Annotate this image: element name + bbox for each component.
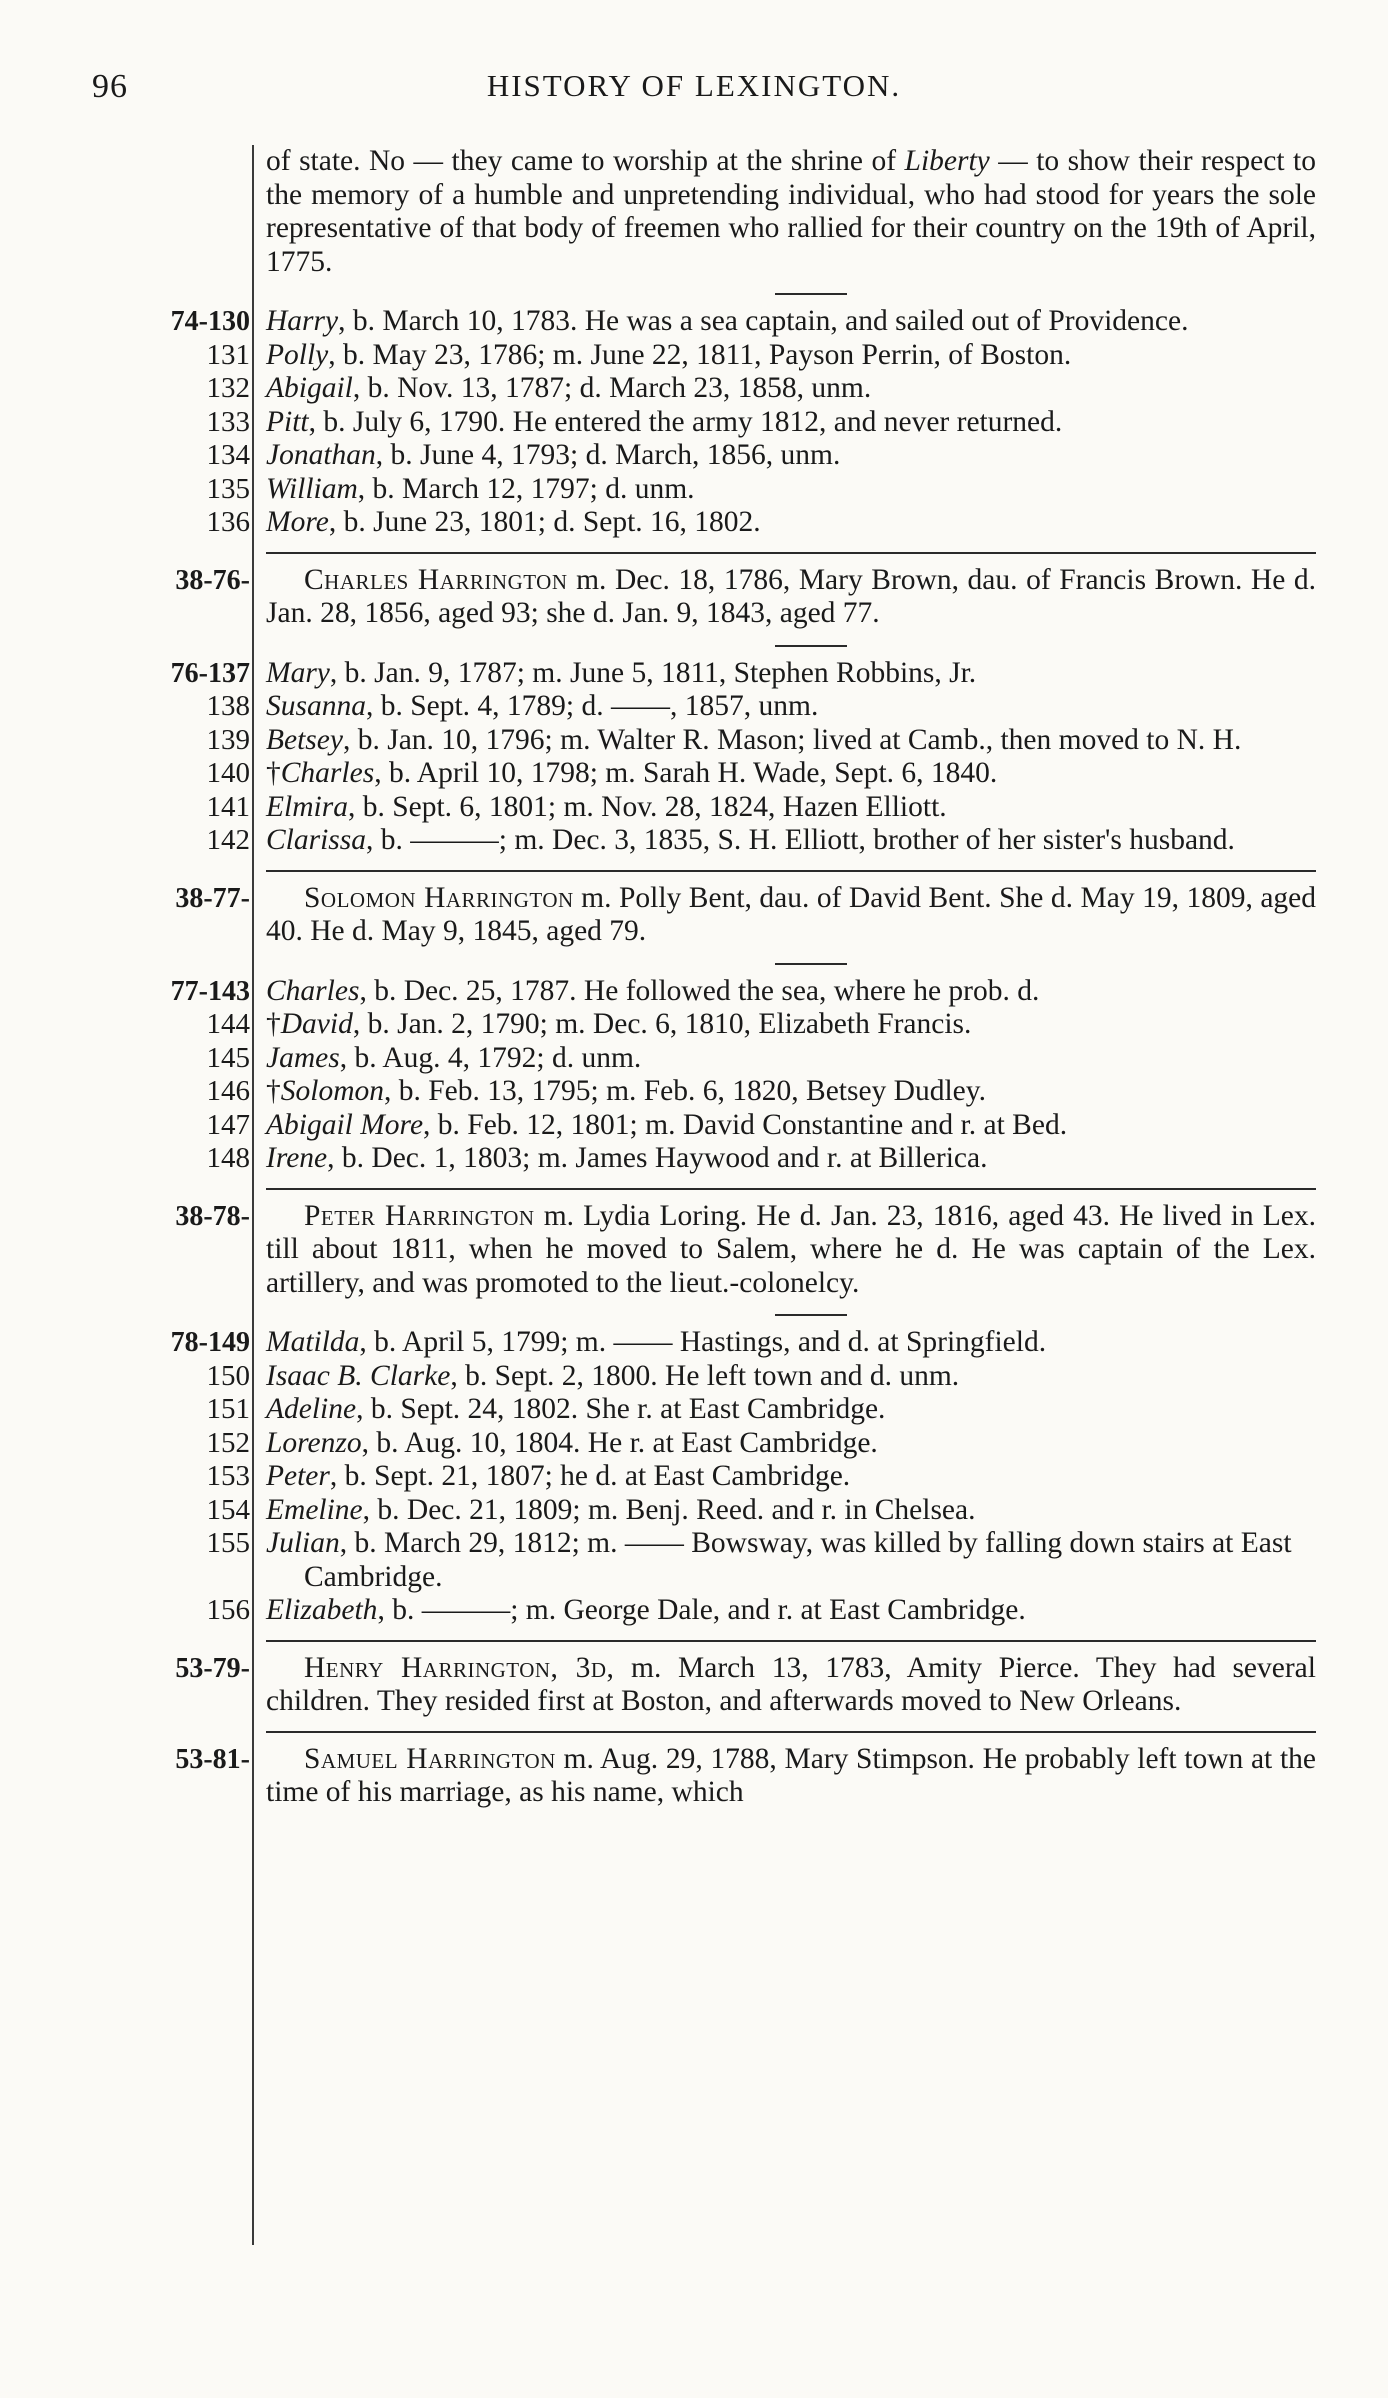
family-body (266, 1200, 1316, 1301)
entry-text (266, 1494, 1316, 1528)
genealogy-entries (0, 145, 1388, 1810)
entry-text (266, 724, 1316, 758)
family-body (266, 1652, 1316, 1719)
child-entry (0, 724, 1388, 758)
entry-text (266, 824, 1316, 858)
dagger-mark: † (266, 1008, 281, 1040)
entry-body (266, 1109, 1316, 1143)
entry-reference: 140 (206, 757, 250, 789)
child-details: , b. Sept. 21, 1807; he d. at East Cambridge. (329, 1460, 851, 1492)
child-details: , b. Aug. 10, 1804. He r. at East Cambridge. (361, 1426, 878, 1459)
entry-reference: 156 (206, 1594, 250, 1626)
entry-body (266, 1494, 1316, 1528)
family-entry (0, 1200, 1388, 1301)
entry-body (266, 975, 1316, 1009)
family-body (266, 882, 1316, 949)
entry-text (266, 305, 1316, 339)
entry-reference: 131 (206, 338, 250, 371)
entry-text (266, 1594, 1316, 1628)
separator (266, 963, 1316, 965)
separator (266, 293, 1316, 295)
entry-reference: 141 (206, 790, 250, 823)
short-rule (775, 1314, 847, 1316)
family-details: m. Dec. 18, 1786, Mary Brown, dau. of Francis Brown. He d. Jan. 28, 1856, aged 93; she d. Jan. 9, 1843, aged 77. (266, 563, 1316, 629)
child-entry (0, 506, 1388, 540)
entry-text (266, 1142, 1316, 1176)
running-head (0, 68, 1388, 108)
entry-reference: 135 (206, 472, 250, 505)
child-entry (0, 1142, 1388, 1176)
entry-reference: 139 (206, 723, 250, 756)
entry-body (266, 1042, 1316, 1076)
child-name: Irene (266, 1142, 328, 1174)
family-text (266, 564, 1316, 631)
entry-reference: 144 (206, 1008, 250, 1040)
entry-body (266, 406, 1316, 440)
entry-reference: 76-137 (170, 657, 250, 689)
family-text (266, 1652, 1316, 1719)
child-details: , b. ———; m. Dec. 3, 1835, S. H. Elliott, brother of her sister's husband. (366, 824, 1235, 856)
family-entry (0, 564, 1388, 631)
child-entry (0, 305, 1388, 339)
family-body (266, 564, 1316, 631)
child-name: David (280, 1008, 353, 1040)
child-name: Jonathan (266, 439, 376, 471)
entry-body (266, 1393, 1316, 1427)
continuation-paragraph (0, 145, 1388, 279)
entry-body (266, 372, 1316, 406)
child-name: Lorenzo (266, 1426, 362, 1459)
family-head-name: Peter Harrington (304, 1199, 535, 1232)
entry-reference: 146 (206, 1075, 250, 1107)
entry-reference: 136 (206, 506, 250, 538)
entry-reference: 134 (206, 439, 250, 471)
child-name: Betsey (266, 723, 343, 756)
entry-text (266, 1008, 1316, 1042)
entry-body (266, 1527, 1316, 1594)
entry-body (266, 305, 1316, 339)
child-details: , b. Sept. 2, 1800. He left town and d. unm. (450, 1359, 960, 1392)
child-entry (0, 1360, 1388, 1394)
entry-text (266, 1075, 1316, 1109)
family-head-name: Solomon Harrington (304, 881, 574, 914)
entry-text (266, 1326, 1316, 1360)
family-reference: 53-79- (175, 1652, 250, 1684)
entry-text (266, 1527, 1316, 1594)
child-details: , b. Aug. 4, 1792; d. unm. (339, 1041, 642, 1074)
short-rule (775, 963, 847, 965)
entry-reference: 74-130 (170, 306, 250, 337)
short-rule (775, 293, 847, 295)
entry-reference: 145 (206, 1041, 250, 1074)
child-details: , b. Nov. 13, 1787; d. March 23, 1858, unm. (352, 372, 872, 404)
child-name: Elizabeth (266, 1594, 378, 1626)
entry-reference: 77-143 (170, 975, 250, 1007)
child-entry (0, 473, 1388, 507)
entry-text (266, 975, 1316, 1009)
child-name: William (266, 472, 358, 505)
entry-reference: 148 (206, 1142, 250, 1174)
entry-body (266, 1360, 1316, 1394)
family-body (266, 1743, 1316, 1810)
child-details: , b. Feb. 12, 1801; m. David Constantine and r. at Bed. (423, 1108, 1068, 1141)
separator (266, 552, 1316, 554)
child-entry (0, 439, 1388, 473)
child-details: , b. Dec. 1, 1803; m. James Haywood and r. at Billerica. (327, 1142, 988, 1174)
child-details: , b. Sept. 6, 1801; m. Nov. 28, 1824, Hazen Elliott. (347, 790, 947, 823)
child-name: Emeline (266, 1493, 363, 1526)
entry-text (266, 657, 1316, 691)
family-entry (0, 882, 1388, 949)
entry-reference: 151 (206, 1393, 250, 1425)
child-entry (0, 1008, 1388, 1042)
child-name: Abigail More (266, 1108, 424, 1141)
child-entry (0, 1460, 1388, 1494)
child-name: Matilda (266, 1326, 360, 1358)
entry-reference: 132 (206, 372, 250, 404)
entry-reference: 152 (206, 1426, 250, 1459)
child-entry (0, 657, 1388, 691)
entry-text (266, 791, 1316, 825)
entry-text (266, 1042, 1316, 1076)
family-head-name: Samuel Harrington (304, 1742, 556, 1775)
dagger-mark: † (266, 1075, 281, 1107)
entry-body (266, 1326, 1316, 1360)
child-name: More (266, 506, 329, 538)
child-entry (0, 791, 1388, 825)
entry-text (266, 1427, 1316, 1461)
child-entry (0, 1594, 1388, 1628)
entry-reference: 133 (206, 405, 250, 438)
child-entry (0, 1494, 1388, 1528)
entry-body (266, 757, 1316, 791)
family-reference: 38-77- (175, 882, 250, 914)
entry-text (266, 757, 1316, 791)
child-details: , b. ———; m. George Dale, and r. at East Cambridge. (377, 1594, 1026, 1626)
family-details: m. Aug. 29, 1788, Mary Stimpson. He probably left town at the time of his marriage, as his name, which (266, 1742, 1316, 1808)
child-name: Clarissa (266, 824, 367, 856)
entry-reference: 150 (206, 1359, 250, 1392)
entry-text (266, 473, 1316, 507)
entry-text (266, 1109, 1316, 1143)
family-entry (0, 1652, 1388, 1719)
child-details: , b. March 12, 1797; d. unm. (357, 472, 695, 505)
separator (266, 1188, 1316, 1190)
child-details: , b. Dec. 25, 1787. He followed the sea, where he prob. d. (359, 974, 1040, 1007)
family-text (266, 1743, 1316, 1810)
family-text (266, 1200, 1316, 1301)
child-details: , b. July 6, 1790. He entered the army 1812, and never returned. (308, 405, 1063, 438)
entry-reference: 153 (206, 1460, 250, 1492)
entry-text (266, 439, 1316, 473)
child-entry (0, 1393, 1388, 1427)
child-details: , b. June 23, 1801; d. Sept. 16, 1802. (328, 506, 761, 538)
family-reference: 38-78- (175, 1200, 250, 1232)
child-entry (0, 1109, 1388, 1143)
entry-reference: 154 (206, 1493, 250, 1526)
entry-reference: 138 (206, 690, 250, 722)
child-details: , b. March 10, 1783. He was a sea captain, and sailed out of Providence. (338, 305, 1189, 337)
child-details: , b. Jan. 10, 1796; m. Walter R. Mason; lived at Camb., then moved to N. H. (342, 723, 1242, 756)
entry-reference: 142 (206, 824, 250, 856)
entry-body (266, 1075, 1316, 1109)
paragraph-body (266, 145, 1316, 279)
entry-body (266, 1142, 1316, 1176)
child-details: , b. Jan. 2, 1790; m. Dec. 6, 1810, Elizabeth Francis. (352, 1008, 972, 1040)
family-head-name: Charles Harrington (304, 563, 568, 596)
child-entry (0, 1427, 1388, 1461)
full-rule (266, 1731, 1316, 1733)
entry-text (266, 406, 1316, 440)
entry-body (266, 1594, 1316, 1628)
full-rule (266, 552, 1316, 554)
family-text (266, 882, 1316, 949)
entry-text (266, 1393, 1316, 1427)
child-name: Adeline (266, 1393, 357, 1425)
child-details: , b. April 10, 1798; m. Sarah H. Wade, Sept. 6, 1840. (374, 757, 998, 789)
entry-body (266, 657, 1316, 691)
short-rule (775, 645, 847, 647)
family-entry (0, 1743, 1388, 1810)
child-name: Susanna (266, 690, 366, 722)
entry-body (266, 439, 1316, 473)
child-name: Isaac B. Clarke (266, 1359, 451, 1392)
full-rule (266, 870, 1316, 872)
child-name: Elmira (266, 790, 348, 823)
child-name: Solomon (280, 1075, 384, 1107)
child-entry (0, 824, 1388, 858)
child-name: Charles (280, 757, 375, 789)
entry-text (266, 1360, 1316, 1394)
entry-body (266, 473, 1316, 507)
entry-body (266, 339, 1316, 373)
paragraph-text: of state. No — they came to worship at the shrine of Liberty — to show their respect to the memory of a humble and unpretending individual, who had stood for years the sole representative of that body of freemen who rallied for their country on the 19th of April, 1775. (266, 145, 1316, 278)
entry-body (266, 690, 1316, 724)
separator (266, 870, 1316, 872)
family-reference: 53-81- (175, 1743, 250, 1775)
entry-text (266, 372, 1316, 406)
child-entry (0, 406, 1388, 440)
child-details: , b. Sept. 4, 1789; d. ——, 1857, unm. (365, 690, 819, 722)
child-name: Abigail (266, 372, 353, 404)
separator (266, 1640, 1316, 1642)
full-rule (266, 1188, 1316, 1190)
emphasis: Liberty (904, 145, 990, 177)
entry-body (266, 724, 1316, 758)
page-number: 96 (92, 68, 128, 105)
child-name: Charles (266, 974, 360, 1007)
child-entry (0, 339, 1388, 373)
child-entry (0, 1042, 1388, 1076)
entry-text (266, 339, 1316, 373)
child-entry (0, 372, 1388, 406)
entry-reference: 147 (206, 1108, 250, 1141)
page-title: HISTORY OF LEXINGTON. (486, 68, 902, 103)
child-details: , b. Dec. 21, 1809; m. Benj. Reed. and r. in Chelsea. (362, 1493, 976, 1526)
family-details: m. Polly Bent, dau. of David Bent. She d. May 19, 1809, aged 40. He d. May 9, 1845, aged 79. (266, 881, 1317, 947)
child-details: , b. May 23, 1786; m. June 22, 1811, Payson Perrin, of Boston. (328, 338, 1072, 371)
family-details: m. Lydia Loring. He d. Jan. 23, 1816, aged 43. He lived in Lex. till about 1811, when he moved to Salem, where he d. He was captain of the Lex. artillery, and was promoted to the lieut.-colonelcy. (266, 1199, 1316, 1299)
child-name: Pitt (266, 405, 309, 438)
separator (266, 1731, 1316, 1733)
child-entry (0, 975, 1388, 1009)
entry-text (266, 690, 1316, 724)
child-details: , b. Sept. 24, 1802. She r. at East Cambridge. (356, 1393, 886, 1425)
child-name: Polly (266, 338, 329, 371)
entry-text (266, 1460, 1316, 1494)
entry-body (266, 824, 1316, 858)
entry-body (266, 1460, 1316, 1494)
child-details: , b. Feb. 13, 1795; m. Feb. 6, 1820, Betsey Dudley. (384, 1075, 986, 1107)
dagger-mark: † (266, 757, 281, 789)
child-name: Peter (266, 1460, 330, 1492)
child-details: , b. March 29, 1812; m. —— Bowsway, was killed by falling down stairs at East Cambridge. (304, 1527, 1292, 1593)
child-name: Harry (266, 305, 339, 337)
entry-reference: 155 (206, 1527, 250, 1559)
child-details: , b. April 5, 1799; m. —— Hastings, and d. at Springfield. (359, 1326, 1047, 1358)
child-details: , b. Jan. 9, 1787; m. June 5, 1811, Stephen Robbins, Jr. (329, 656, 977, 689)
child-entry (0, 1075, 1388, 1109)
child-entry (0, 1527, 1388, 1594)
entry-body (266, 791, 1316, 825)
entry-reference: 78-149 (170, 1327, 250, 1358)
child-name: Mary (266, 656, 330, 689)
family-reference: 38-76- (175, 564, 250, 596)
family-details: m. March 13, 1783, Amity Pierce. They had several children. They resided first at Boston, and afterwards moved to New Orleans. (266, 1651, 1316, 1717)
full-rule (266, 1640, 1316, 1642)
separator (266, 1314, 1316, 1316)
family-head-name: Henry Harrington, 3d, (304, 1651, 615, 1684)
child-entry (0, 1326, 1388, 1360)
child-name: James (266, 1041, 340, 1074)
entry-body (266, 1008, 1316, 1042)
child-entry (0, 757, 1388, 791)
child-name: Julian (266, 1527, 340, 1559)
entry-text (266, 506, 1316, 540)
child-entry (0, 690, 1388, 724)
child-details: , b. June 4, 1793; d. March, 1856, unm. (375, 439, 841, 471)
entry-body (266, 1427, 1316, 1461)
separator (266, 645, 1316, 647)
entry-body (266, 506, 1316, 540)
